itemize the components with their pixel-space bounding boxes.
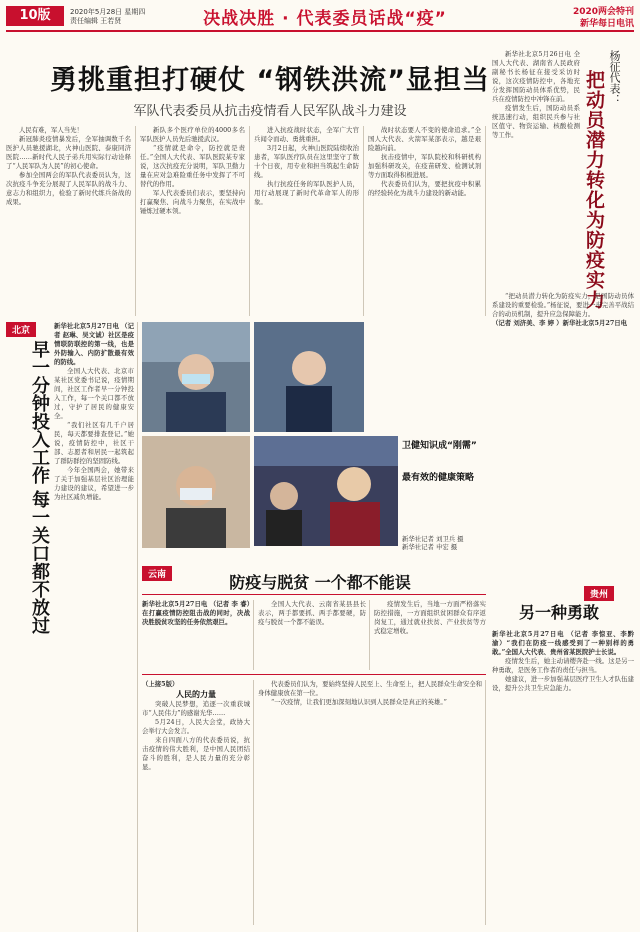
issue-date: 2020年5月28日 星期四 bbox=[70, 8, 146, 16]
photo-image bbox=[142, 436, 250, 548]
paragraph: 新冠肺炎疫情暴发后，全军抽调数千名医护人员驰援湖北，火神山医院、泰康同济医院……新时代人民子弟兵用实际行动诠释了“人民军队为人民”的初心使命。 bbox=[6, 135, 131, 170]
location-tag-yunnan: 云南 bbox=[142, 566, 172, 581]
byline: 新华社北京5月27日电 （记者 李 睿）在打赢疫情防控阻击战的同时，决战决胜脱贫攻坚的任务依然艰巨。 bbox=[142, 600, 250, 626]
newspaper-brand: 新华每日电讯 bbox=[579, 19, 634, 29]
paragraph: 执行抗疫任务的军队医护人员，用行动展现了新时代革命军人的形象。 bbox=[254, 180, 359, 206]
photo-image bbox=[254, 436, 398, 546]
location-tag-guizhou: 贵州 bbox=[584, 586, 614, 601]
main-subhead: 军队代表委员从抗击疫情看人民军队战斗力建设 bbox=[133, 104, 407, 119]
paragraph: “一次疫情，让我们更加深刻地认识到人民群众是真正的英雄。” bbox=[271, 698, 447, 706]
header-date-block bbox=[70, 8, 145, 26]
main-story-col-2 bbox=[140, 126, 250, 316]
main-story-col-1 bbox=[6, 126, 136, 316]
photo-health-knowledge bbox=[254, 436, 398, 546]
photo-image bbox=[142, 322, 250, 432]
paragraph: 她建议，进一步加强基层医疗卫生人才队伍建设，提升公共卫生应急能力。 bbox=[492, 675, 634, 692]
byline: 新华社北京5月27日电 （记者 李惊亚、李黔渝）“我们在防疫一线感受到了一种别样的勇敢。”全国人大代表、贵州省某医院护士长说。 bbox=[492, 630, 634, 656]
paragraph: 代表委员们认为，要把抗疫中积累的经验转化为战斗力建设的新动能。 bbox=[368, 180, 481, 197]
right-story-title: 把动员潜力转化为防疫实力 bbox=[583, 70, 605, 310]
editor-credit: 责任编辑 王若贤 bbox=[70, 17, 122, 25]
location-tag-beijing: 北京 bbox=[6, 322, 36, 337]
paragraph: 全国人大代表、北京市某社区党委书记说，疫情期间，社区工作者早一分钟投入工作，每一个关口都不放过，守护了居民的健康安全。 bbox=[54, 367, 134, 420]
guizhou-headline: 另一种勇敢 bbox=[518, 603, 599, 622]
paragraph: 全国人大代表、云南省某县县长表示，两手都要抓、两手都要硬，防疫与脱贫一个都不能误。 bbox=[258, 600, 366, 626]
photo-masked-woman bbox=[142, 436, 250, 548]
paragraph: 军人代表委员们表示，要坚持向打赢聚焦、向战斗力聚焦，在实战中锤炼过硬本领。 bbox=[140, 189, 245, 215]
photo-deputy-speaking bbox=[254, 322, 364, 432]
paragraph: “把动员潜力转化为防疫实力，是国防动员体系建设的重要检验。”杨征说，要进一步完善平战结合的动员机制，提升应急保障能力。 bbox=[492, 292, 634, 318]
main-story-col-3 bbox=[254, 126, 364, 316]
bottom-middle-block bbox=[258, 680, 486, 925]
guizhou-body bbox=[492, 630, 634, 925]
header-rule bbox=[6, 30, 634, 32]
paragraph: 新队多个医疗单位的4000多名军队医护人员先后驰援武汉。 bbox=[140, 126, 245, 143]
paragraph: 来自四面八方的代表委员说，抗击疫情的伟大胜利，是中国人民团结奋斗的胜利，是人民力量的充分彰显。 bbox=[142, 736, 250, 771]
divider bbox=[142, 594, 486, 595]
paragraph: 突破人民梦想，追逐一次重获城市“人民伟力”的感谢光华…… bbox=[142, 700, 250, 717]
right-story-body bbox=[492, 50, 580, 290]
paragraph: 进入抗疫战时状态，全军广大官兵闻令而动、勇挑重担。 bbox=[254, 126, 359, 143]
main-story-col-4 bbox=[368, 126, 486, 316]
photo-masked-deputy bbox=[142, 322, 250, 432]
special-issue-label: 2020两会特刊 bbox=[572, 7, 634, 17]
right-story-author: 杨征代表： bbox=[608, 50, 621, 105]
paragraph: 人民有难，军人当先！ bbox=[19, 126, 83, 134]
paragraph: 5月24日，人民大会堂，政协大会举行大会发言。 bbox=[142, 718, 250, 735]
paragraph: 疫情发生后，国防动员系统迅速行动，组织民兵参与社区值守、物资运输、核酸检测等工作。 bbox=[492, 104, 580, 139]
paragraph: 参加全国两会的军队代表委员认为，这次抗疫斗争充分展现了人民军队的战斗力、意志力和组织力，检验了新时代练兵备战的成果。 bbox=[6, 171, 131, 206]
headline-line: 每一关口都不放过 bbox=[29, 490, 50, 635]
poem-block bbox=[142, 680, 254, 925]
continued-note: （上接5版） bbox=[142, 680, 179, 688]
paragraph: 今年全国两会，她带来了关于加强基层社区治理能力建设的建议，希望进一步为社区减负增能。 bbox=[54, 466, 134, 501]
byline: （记者 刘济美、李 婷 ）新华社北京5月27日电 bbox=[492, 319, 628, 327]
paragraph: 3月2日起，火神山医院陆续收治患者，军队医疗队员在这里坚守了数十个日夜，用专业和担当筑起生命防线。 bbox=[254, 144, 359, 179]
yunnan-col-3 bbox=[374, 600, 486, 670]
paragraph: 疫情发生后，当地一方面严格落实防控措施，一方面组织贫困群众有序返岗复工，通过就业扶贫、产业扶贫等方式稳定增收。 bbox=[374, 600, 486, 635]
paragraph: “我们社区有几千户居民，每天都要排查登记。”她说，疫情防控中，社区干部、志愿者和居民一起筑起了群防群控的坚固防线。 bbox=[54, 421, 134, 465]
byline: 新华社北京5月27日电 （记者 赵琳、吴文诚）社区是疫情联防联控的第一线，也是外防输入、内防扩散最有效的防线。 bbox=[54, 322, 134, 366]
paragraph: 新华社北京5月26日电 全国人大代表、湖南省人民政府副秘书长杨征在接受采访时说，这次疫情防控中，各地充分发挥国防动员体系优势，民兵在疫情防控中冲锋在前。 bbox=[492, 50, 580, 103]
paragraph: 战时状态要人不变的使命追求。”全国人大代表、火箭军某部表示，越是艰险越向前。 bbox=[368, 126, 481, 152]
beijing-headline bbox=[6, 340, 50, 634]
photo2-title: 最有效的健康策略 bbox=[402, 473, 475, 483]
yunnan-col-2 bbox=[258, 600, 370, 670]
divider bbox=[142, 674, 486, 675]
right-story-body-lower bbox=[492, 292, 634, 582]
photo-image bbox=[254, 322, 364, 432]
paragraph: 代表委员们认为，要始终坚持人民至上、生命至上，把人民群众生命安全和身体健康放在第一位。 bbox=[258, 680, 482, 697]
photo2-caption-block bbox=[402, 470, 488, 550]
page-number: 10版 bbox=[6, 6, 64, 26]
main-headline: 勇挑重担打硬仗 “钢铁洪流”显担当 bbox=[50, 65, 490, 96]
photo2-credit: 新华社记者 申宏 摄 bbox=[402, 543, 458, 551]
paragraph: 抗击疫情中，军队院校和科研机构加强科研攻关，在疫苗研发、检测试剂等方面取得积极进展。 bbox=[368, 153, 481, 179]
yunnan-headline: 防疫与脱贫 一个都不能误 bbox=[229, 573, 411, 592]
photo1-credit: 新华社记者 刘卫兵 摄 bbox=[402, 535, 464, 543]
header-right bbox=[573, 6, 634, 30]
yunnan-col-1 bbox=[142, 600, 254, 670]
headline-line: 早一分钟投入工作 bbox=[29, 340, 50, 484]
paragraph: 疫情发生后，她主动请缨奔赴一线。这是另一种勇敢，是医务工作者的责任与担当。 bbox=[492, 657, 634, 674]
paragraph: “疫情就是命令，防控就是责任。”全国人大代表、军队医院某专家说，这次抗疫充分说明，军队卫勤力量在应对急难险重任务中发挥了不可替代的作用。 bbox=[140, 144, 245, 188]
poem-title: 人民的力量 bbox=[176, 690, 216, 699]
section-title: 决战决胜 · 代表委员话战“疫” bbox=[203, 9, 447, 29]
beijing-story-body bbox=[54, 322, 138, 932]
photo1-title: 卫健知识成“刚需” bbox=[402, 441, 477, 451]
